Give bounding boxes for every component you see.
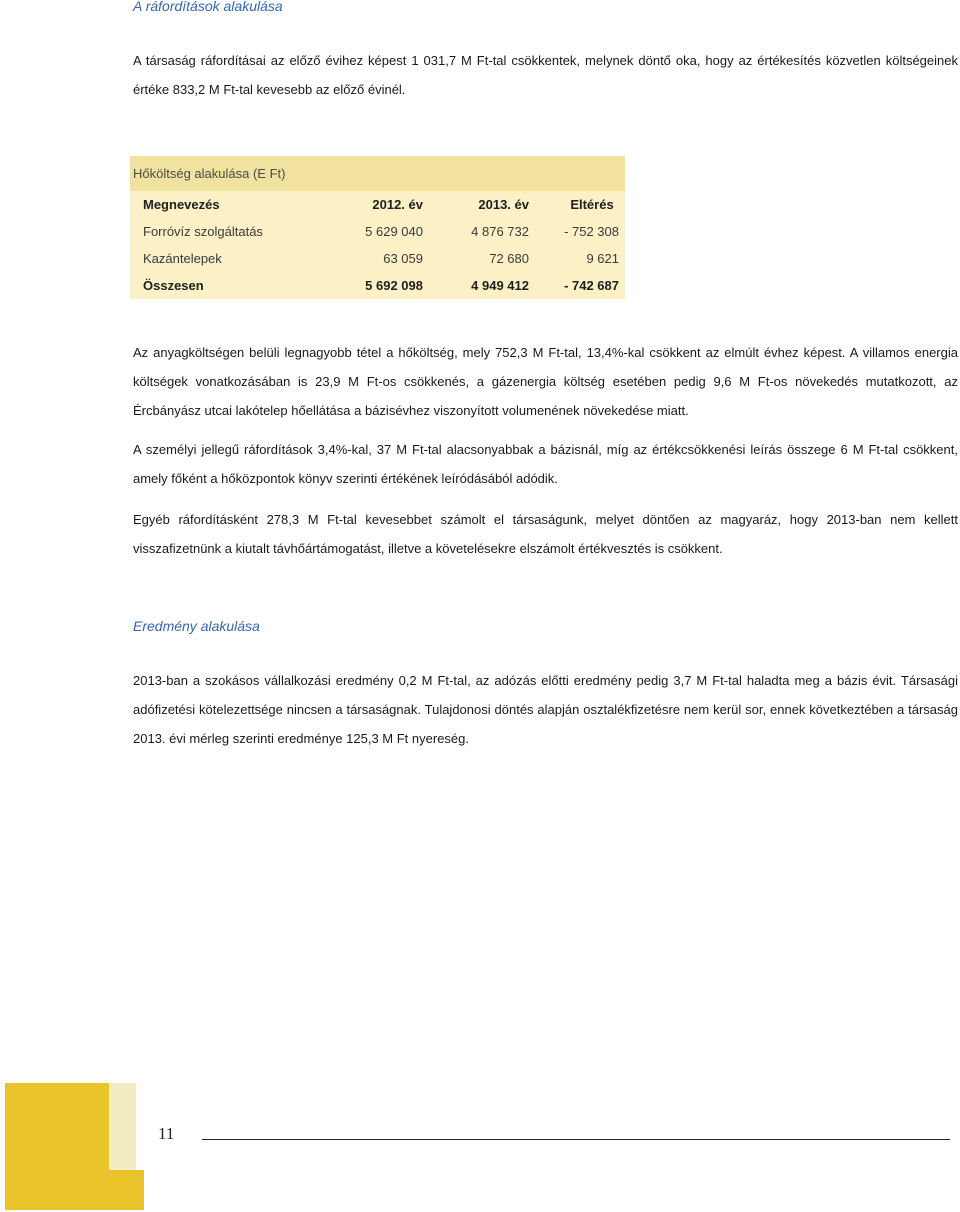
- footer-decor-block: [5, 1083, 109, 1210]
- page-number: 11: [158, 1124, 175, 1143]
- header-megnevezes: Megnevezés: [143, 197, 220, 212]
- total-diff: - 742 687: [564, 278, 619, 293]
- paragraph-hokoltseg: Az anyagköltségen belüli legnagyobb tétel a hőköltség, mely 752,3 M Ft-tal, 13,4%-kal csökkent az elmúlt évhez képest. A villamos energia költségek vonatkozásában is 23,9 M Ft-os csökkenés, a gázenergia költség esetében pedig 9,6 M Ft-os növekedés mutatkozott, az Ércbányász utcai lakótelep hőellátása a bázisévhez viszonyított volumenének növekedése miatt.: [133, 345, 958, 418]
- cell-name: Kazántelepek: [143, 251, 222, 266]
- table-total-row: [130, 272, 625, 299]
- footer-decor-small-block: [109, 1170, 144, 1210]
- header-2013: 2013. év: [478, 197, 529, 212]
- footer-decor-light-block: [109, 1083, 136, 1170]
- cell-diff: - 752 308: [564, 224, 619, 239]
- paragraph-eredmeny: 2013-ban a szokásos vállalkozási eredmény 0,2 M Ft-tal, az adózás előtti eredmény pedig 3,7 M Ft-tal haladta meg a bázis évit. Társasági adófizetési kötelezettsége nincsen a társaságnak. Tulajdonosi döntés alapján osztalékfizetésre nem kerül sor, ennek következtében a társaság 2013. évi mérleg szerinti eredménye 125,3 M Ft nyereség.: [133, 673, 958, 746]
- footer-rule: [202, 1139, 950, 1140]
- cell-2013: 72 680: [489, 251, 529, 266]
- header-2012: 2012. év: [372, 197, 423, 212]
- total-2012: 5 692 098: [365, 278, 423, 293]
- total-2013: 4 949 412: [471, 278, 529, 293]
- cell-2013: 4 876 732: [471, 224, 529, 239]
- section-heading-raforditasok: A ráfordítások alakulása: [133, 0, 283, 14]
- table-row: [130, 245, 625, 272]
- header-elteres: Eltérés: [570, 197, 614, 212]
- intro-paragraph: A társaság ráfordításai az előző évihez képest 1 031,7 M Ft-tal csökkentek, melynek döntő oka, hogy az értékesítés közvetlen költségeinek értéke 833,2 M Ft-tal kevesebb az előző évinél.: [133, 53, 958, 97]
- cell-2012: 63 059: [383, 251, 423, 266]
- cell-name: Forróvíz szolgáltatás: [143, 224, 263, 239]
- section-heading-eredmeny: Eredmény alakulása: [133, 618, 260, 634]
- heat-cost-table: [130, 156, 625, 299]
- table-header-row: [130, 191, 625, 218]
- table-grid: [130, 191, 625, 299]
- paragraph-egyeb: Egyéb ráfordításként 278,3 M Ft-tal kevesebbet számolt el társaságunk, melyet döntően az magyaráz, hogy 2013-ban nem kellett visszafizetnünk a kiutalt távhőártámogatást, illetve a követelésekre elszámolt értékvesztés is csökkent.: [133, 512, 958, 556]
- cell-diff: 9 621: [586, 251, 619, 266]
- paragraph-szemelyi: A személyi jellegű ráfordítások 3,4%-kal, 37 M Ft-tal alacsonyabbak a bázisnál, míg az értékcsökkenési leírás összege 6 M Ft-tal csökkent, amely főként a hőközpontok könyv szerinti értékének leíródásából adódik.: [133, 442, 958, 486]
- cell-2012: 5 629 040: [365, 224, 423, 239]
- total-label: Összesen: [143, 278, 204, 293]
- table-row: [130, 218, 625, 245]
- table-title: Hőköltség alakulása (E Ft): [130, 156, 625, 191]
